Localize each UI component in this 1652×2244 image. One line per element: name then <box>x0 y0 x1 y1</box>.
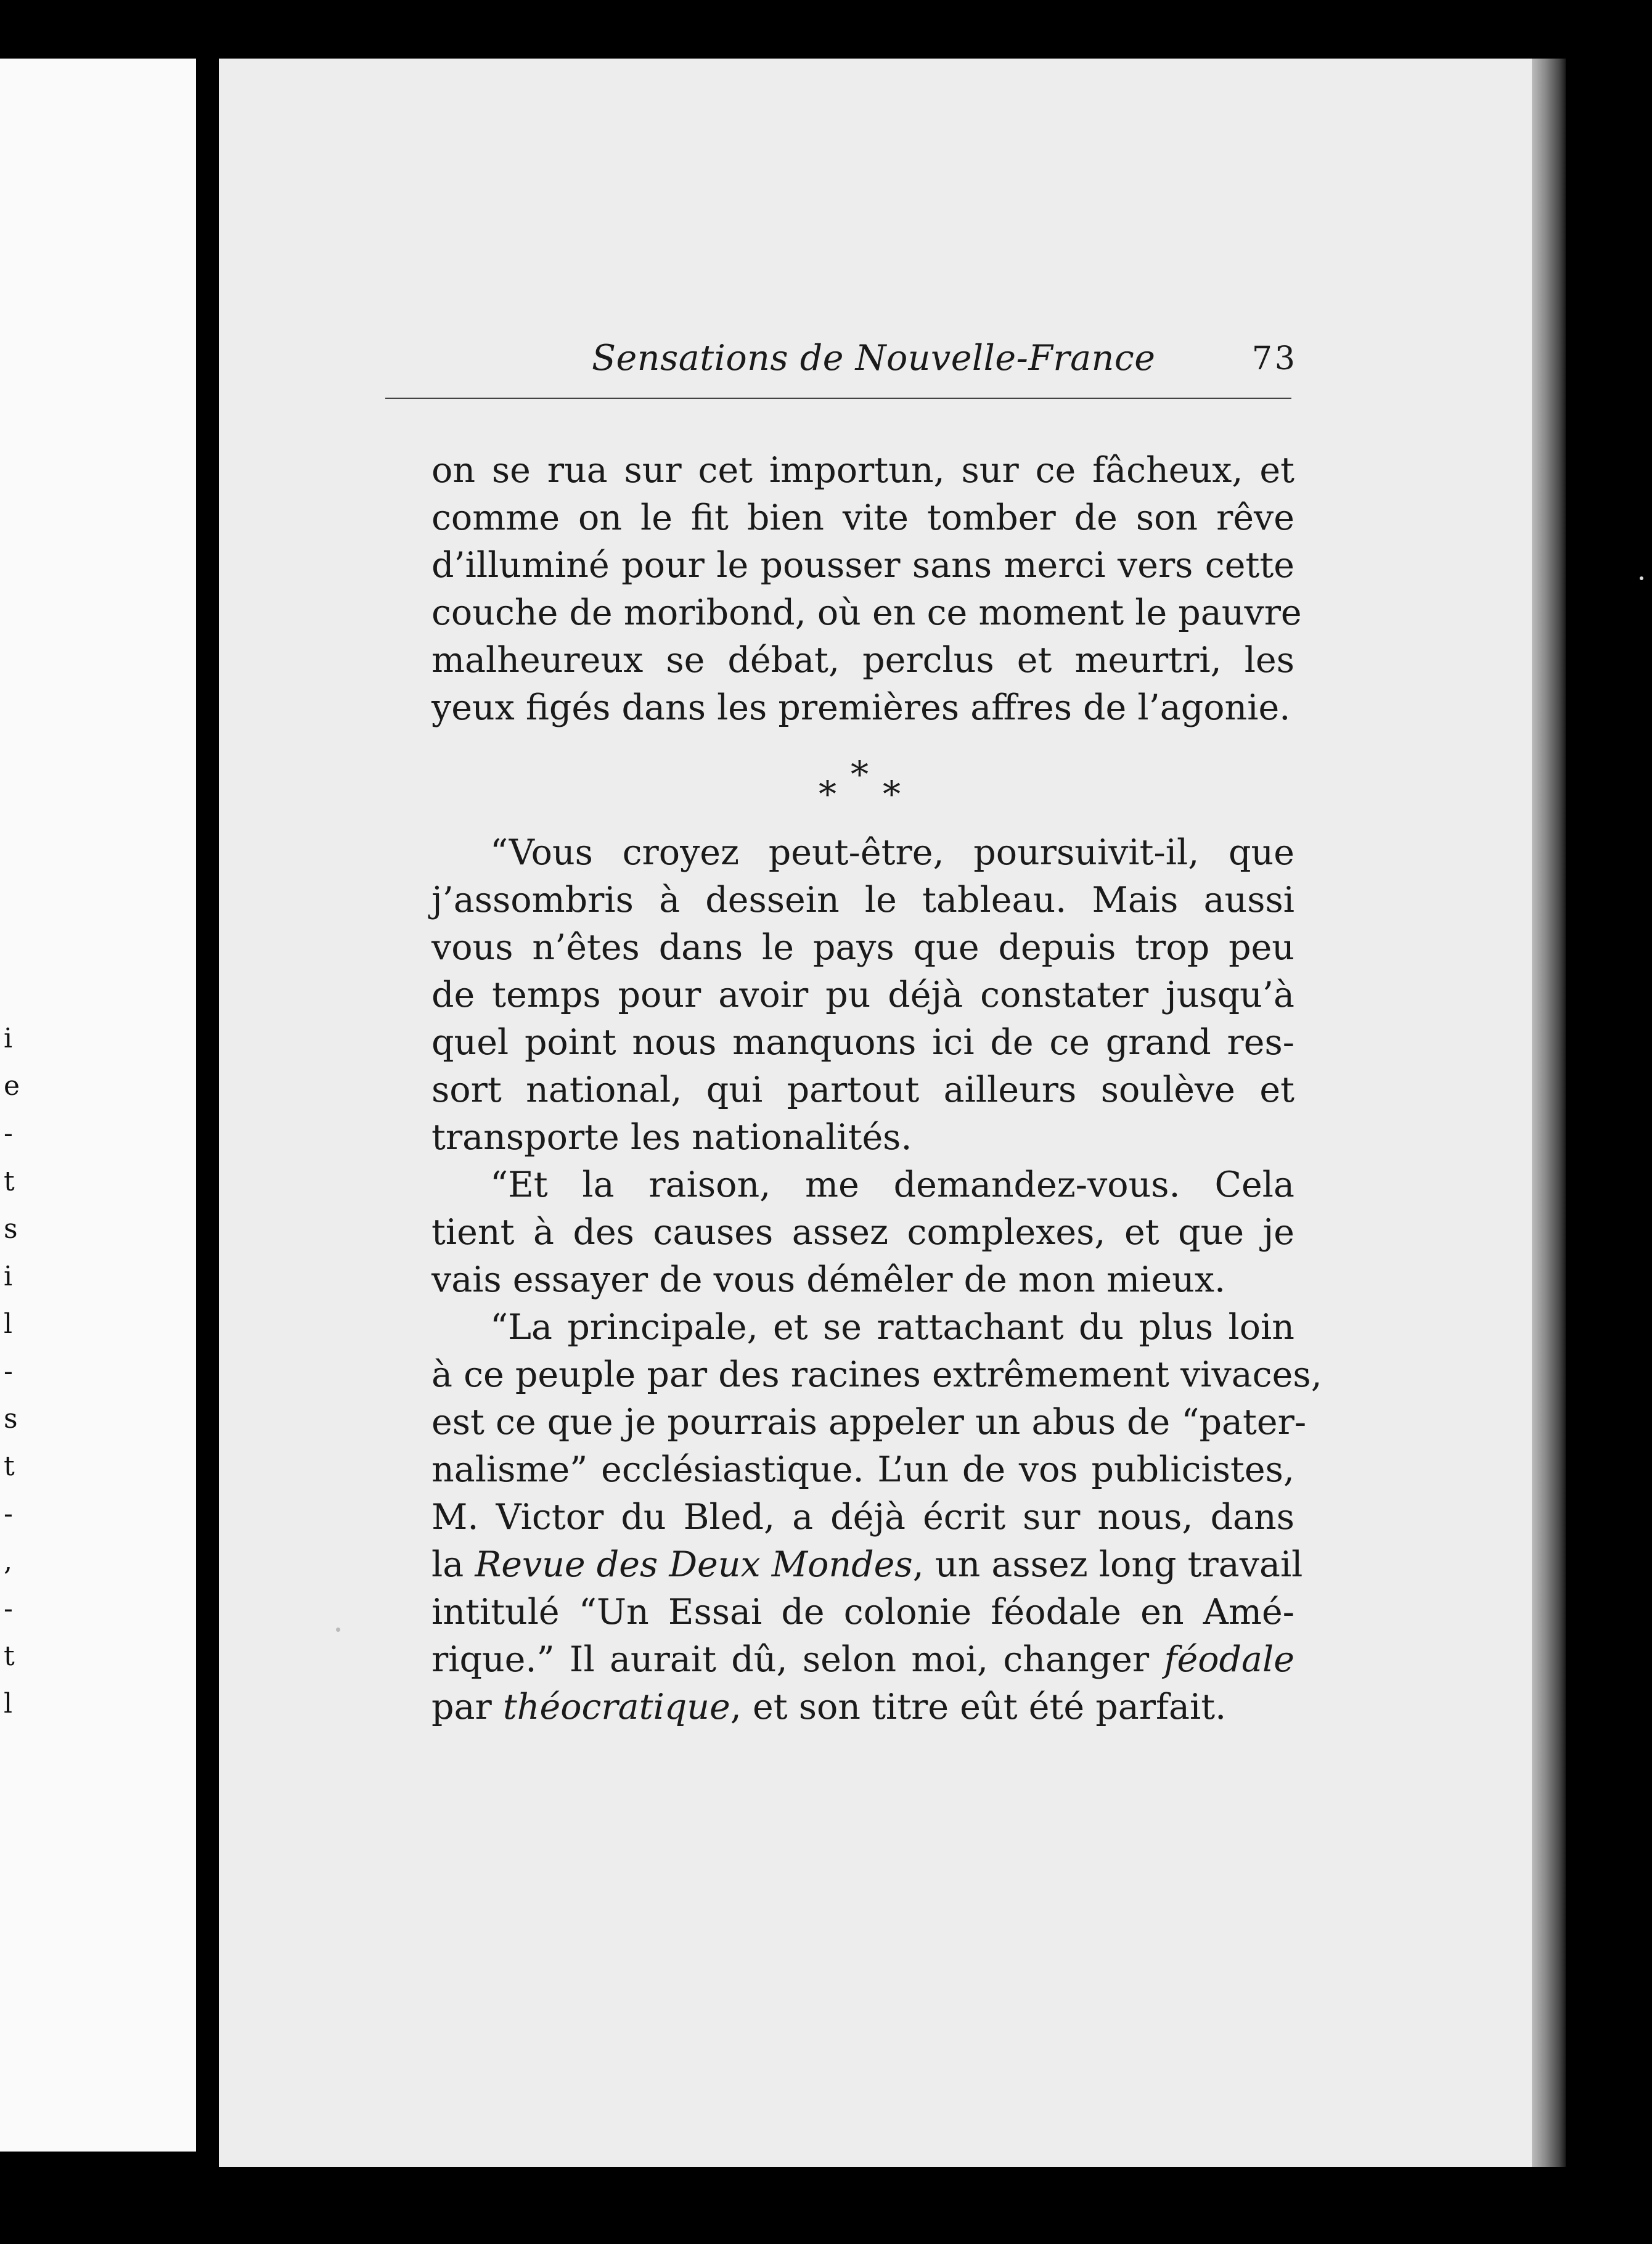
margin-letter: i <box>4 1023 13 1054</box>
text-line: intitulé “Un Essai de colonie féodale en Amé- <box>431 1592 1294 1632</box>
margin-letter: e <box>4 1070 20 1102</box>
paragraph-1 <box>431 447 1302 732</box>
text-line: d’illuminé pour le pousser sans merci vers cette <box>431 545 1294 586</box>
text-line: à ce peuple par des racines extrêmement vivaces, <box>431 1354 1322 1395</box>
paragraph-2 <box>431 829 1294 1161</box>
margin-letter: - <box>4 1498 13 1529</box>
margin-letter: i <box>4 1261 13 1292</box>
running-title: Sensations de Nouvelle-France <box>592 338 1156 379</box>
text-line: M. Victor du Bled, a déjà écrit sur nous, dans <box>431 1497 1294 1538</box>
running-head <box>592 338 1298 387</box>
asterism-separator <box>808 753 918 821</box>
text-segment: la <box>431 1544 475 1585</box>
margin-letter: l <box>4 1308 13 1340</box>
margin-letter: s <box>4 1213 18 1245</box>
text-line: “Vous croyez peut-être, poursuivit-il, que <box>490 832 1294 873</box>
margin-letter: t <box>4 1166 15 1197</box>
header-rule <box>385 398 1291 399</box>
margin-letter: s <box>4 1403 18 1435</box>
page-number: 73 <box>1251 340 1298 377</box>
text-line: “La principale, et se rattachant du plus loin <box>490 1307 1294 1348</box>
asterisk: * <box>883 773 901 815</box>
italic-title: Revue des Deux Mondes <box>475 1544 913 1585</box>
page-edge-shadow <box>1532 59 1566 2167</box>
paragraph-3 <box>431 1161 1294 1304</box>
paragraph-4 <box>431 1304 1322 1731</box>
text-line: est ce que je pourrais appeler un abus de “pater- <box>431 1402 1307 1443</box>
text-line: de temps pour avoir pu déjà constater jusqu’à <box>431 975 1294 1015</box>
margin-letter: t <box>4 1451 15 1482</box>
text-line: vous n’êtes dans le pays que depuis trop peu <box>431 927 1294 968</box>
italic-word: féodale <box>1164 1639 1294 1680</box>
text-line: vais essayer de vous démêler de mon mieux. <box>431 1259 1226 1300</box>
text-line <box>431 1684 1294 1731</box>
text-line: comme on le fit bien vite tomber de son rêve <box>431 498 1294 538</box>
text-line: malheureux se débat, perclus et meurtri, les <box>431 640 1294 681</box>
margin-letter: - <box>4 1356 13 1387</box>
text-line <box>431 1636 1294 1684</box>
text-segment: , et son titre eût été parfait. <box>730 1687 1227 1727</box>
asterisk: * <box>851 753 869 795</box>
text-line: sort national, qui partout ailleurs soulève et <box>431 1070 1294 1110</box>
margin-letter: , <box>4 1546 12 1577</box>
text-line: j’assombris à dessein le tableau. Mais aussi <box>431 880 1294 920</box>
margin-letter: l <box>4 1688 13 1719</box>
text-segment: , un assez long travail <box>912 1544 1303 1585</box>
paper-speck <box>1640 576 1643 580</box>
margin-letter: - <box>4 1593 13 1624</box>
text-line: couche de moribond, où en ce moment le pauvre <box>431 592 1302 633</box>
asterisk: * <box>819 773 836 815</box>
margin-letter: t <box>4 1640 15 1672</box>
italic-word: théocratique <box>502 1687 730 1727</box>
margin-letter: - <box>4 1118 13 1149</box>
text-line: nalisme” ecclésiastique. L’un de vos publicistes, <box>431 1449 1294 1490</box>
text-line: “Et la raison, me demandez-vous. Cela <box>490 1165 1294 1205</box>
text-line <box>431 1541 1303 1589</box>
text-line: yeux figés dans les premières affres de l’agonie. <box>431 687 1291 728</box>
text-segment: par <box>431 1687 503 1727</box>
text-line: tient à des causes assez complexes, et que je <box>431 1212 1294 1253</box>
paper-speck <box>336 1628 340 1632</box>
text-line: transporte les nationalités. <box>431 1117 912 1158</box>
text-line: on se rua sur cet importun, sur ce fâcheux, et <box>431 450 1294 491</box>
left-facing-page <box>0 59 196 2152</box>
text-segment: rique.” Il aurait dû, selon moi, changer <box>431 1639 1164 1680</box>
text-line: quel point nous manquons ici de ce grand res- <box>431 1022 1294 1063</box>
